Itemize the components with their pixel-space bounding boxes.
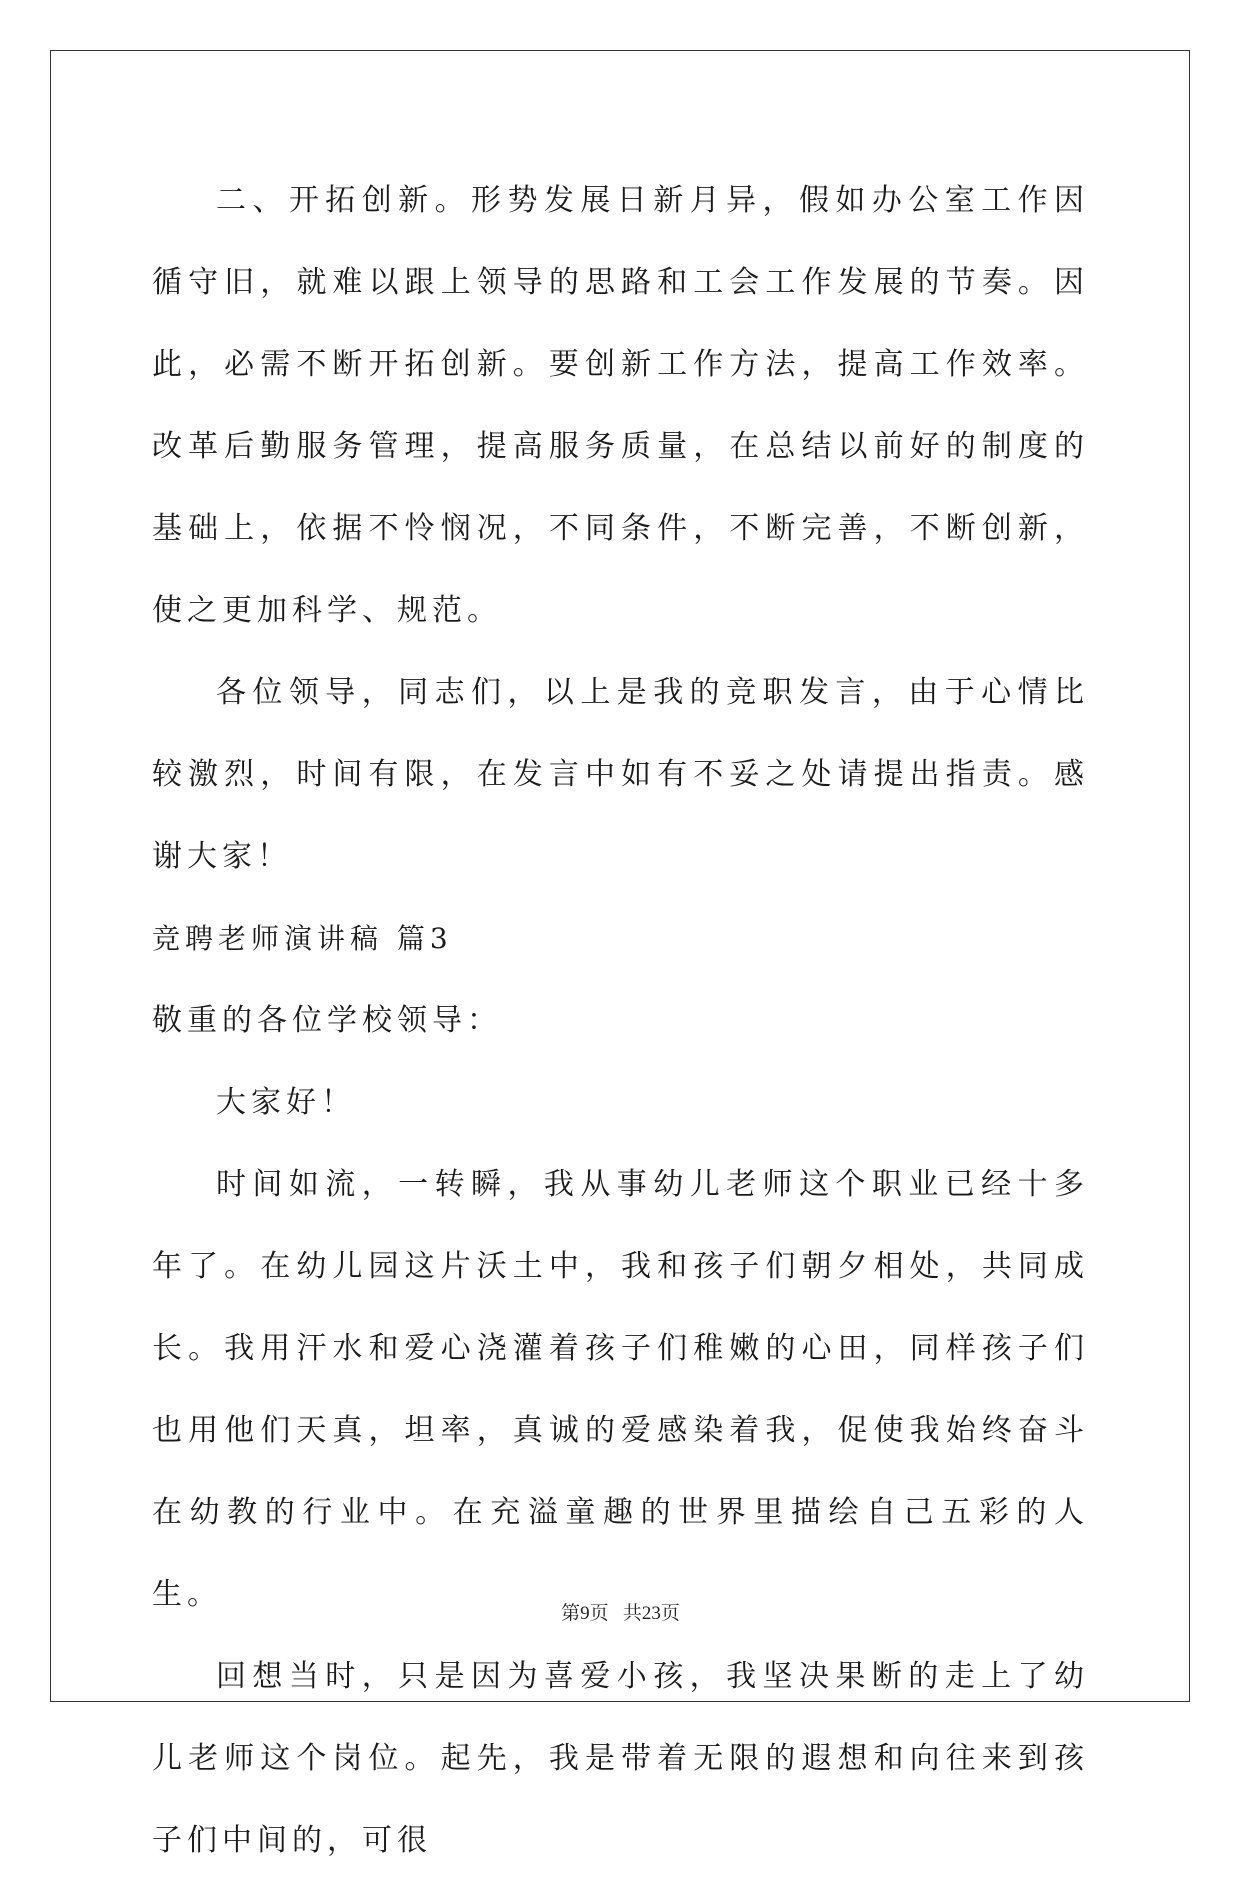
salutation: 敬重的各位学校领导： [152,1003,502,1038]
page-footer [0,1598,1241,1625]
section-heading: 竞聘老师演讲稿 篇3 [152,922,453,955]
paragraph-innovation: 二、开拓创新。形势发展日新月异，假如办公室工作因循守旧，就难以跟上领导的思路和工会工作发展的节奏。因此，必需不断开拓创新。要创新工作方法，提高工作效率。改革后勤服务管理，提高服务质量，在总结以前好的制度的基础上，依据不怜悯况，不同条件，不断完善，不断创新，使之更加科学、规范。 [152,183,1089,628]
paragraph-career: 时间如流，一转瞬，我从事幼儿老师这个职业已经十多年了。在幼儿园这片沃土中，我和孩子们朝夕相处，共同成长。我用汗水和爱心浇灌着孩子们稚嫩的心田，同样孩子们也用他们天真，坦率，真诚的爱感染着我，促使我始终奋斗在幼教的行业中。在充溢童趣的世界里描绘自己五彩的人生。 [152,1167,1089,1612]
page-number: 第9页 [561,1603,609,1624]
page-total: 共23页 [622,1603,680,1624]
paragraph-closing-remarks: 各位领导，同志们，以上是我的竞职发言，由于心情比较激烈，时间有限，在发言中如有不妥之处请提出指责。感谢大家！ [152,675,1089,874]
paragraph-recollection: 回想当时，只是因为喜爱小孩，我坚决果断的走上了幼儿老师这个岗位。起先，我是带着无限的遐想和向往来到孩子们中间的，可很 [152,1659,1089,1858]
greeting: 大家好！ [216,1085,356,1120]
